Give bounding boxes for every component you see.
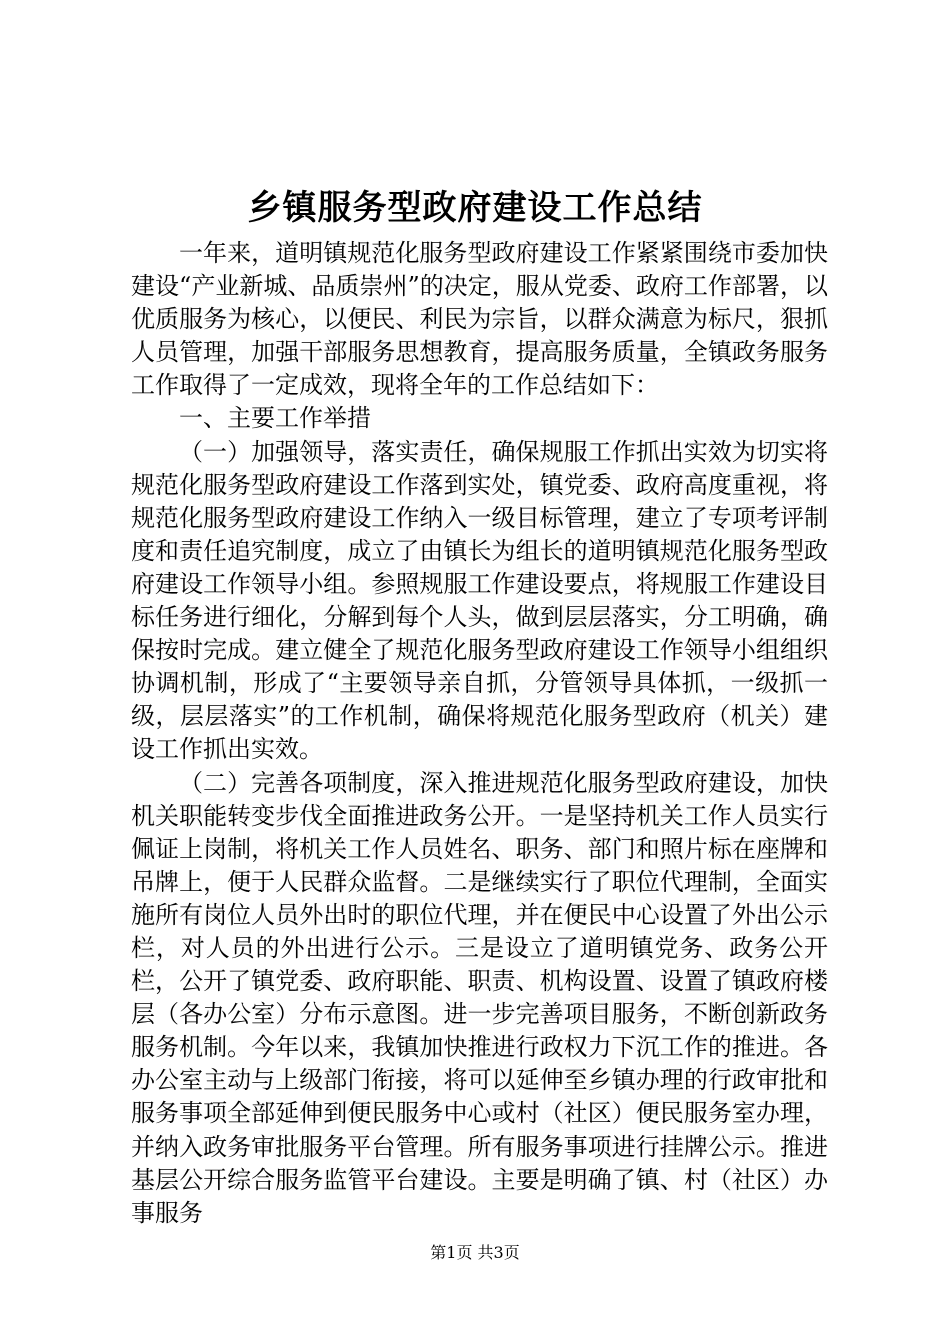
document-body — [131, 237, 828, 1230]
page-footer: 第1页 共3页 — [430, 1243, 520, 1262]
paragraph-systems: （二）完善各项制度，深入推进规范化服务型政府建设，加快机关职能转变步伐全面推进政务公开。一是坚持机关工作人员实行佩证上岗制，将机关工作人员姓名、职务、部门和照片标在座牌和吊牌上，便于人民群众监督。二是继续实行了职位代理制，全面实施所有岗位人员外出时的职位代理，并在便民中心设置了外出公示栏，对人员的外出进行公示。三是设立了道明镇党务、政务公开栏，公开了镇党委、政府职能、职责、机构设置、设置了镇政府楼层（各办公室）分布示意图。进一步完善项目服务，不断创新政务服务机制。今年以来，我镇加快推进行政权力下沉工作的推进。各办公室主动与上级部门衔接，将可以延伸至乡镇办理的行政审批和服务事项全部延伸到便民服务中心或村（社区）便民服务室办理，并纳入政务审批服务平台管理。所有服务事项进行挂牌公示。推进基层公开综合服务监管平台建设。主要是明确了镇、村（社区）办事服务 — [131, 768, 828, 1227]
document-title: 乡镇服务型政府建设工作总结 — [247, 188, 703, 228]
paragraph-leadership: （一）加强领导，落实责任，确保规服工作抓出实效为切实将规范化服务型政府建设工作落到实处，镇党委、政府高度重视，将规范化服务型政府建设工作纳入一级目标管理，建立了专项考评制度和责任追究制度，成立了由镇长为组长的道明镇规范化服务型政府建设工作领导小组。参照规服工作建设要点，将规服工作建设目标任务进行细化，分解到每个人头，做到层层落实，分工明确，确保按时完成。建立健全了规范化服务型政府建设工作领导小组组织协调机制，形成了“主要领导亲自抓，分管领导具体抓，一级抓一级，层层落实”的工作机制，确保将规范化服务型政府（机关）建设工作抓出实效。 — [131, 437, 828, 764]
section-heading: 一、主要工作举措 — [179, 404, 371, 433]
intro-paragraph: 一年来，道明镇规范化服务型政府建设工作紧紧围绕市委加快建设“产业新城、品质崇州”的决定，服从党委、政府工作部署，以优质服务为核心，以便民、利民为宗旨，以群众满意为标尺，狠抓人员管理，加强干部服务思想教育，提高服务质量，全镇政务服务工作取得了一定成效，现将全年的工作总结如下： — [131, 239, 828, 400]
